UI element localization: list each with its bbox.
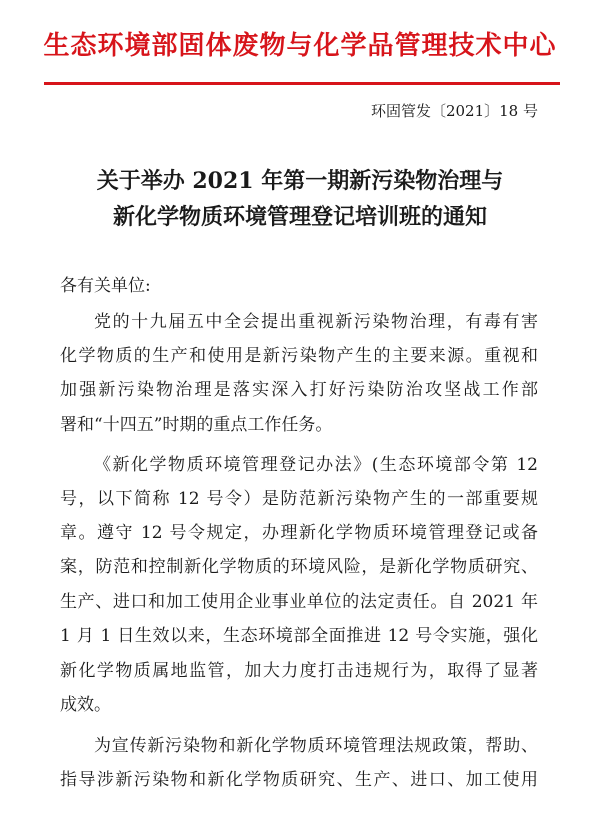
document-number: 环固管发〔2021〕18 号 bbox=[370, 102, 538, 120]
notice-title-line-1: 关于举办 2021 年第一期新污染物治理与 bbox=[96, 168, 504, 194]
body-line: 成效。 bbox=[60, 695, 111, 715]
notice-title-line-2: 新化学物质环境管理登记培训班的通知 bbox=[112, 204, 487, 230]
body-line: 党的十九届五中全会提出重视新污染物治理，有毒有害 bbox=[94, 312, 538, 332]
body-line: 新化学物质属地监管，加大力度打击违规行为，取得了显著 bbox=[60, 661, 538, 681]
issuing-organization-header: 生态环境部固体废物与化学品管理技术中心 bbox=[43, 31, 557, 61]
body-line: 案，防范和控制新化学物质的环境风险，是新化学物质研究、 bbox=[60, 557, 538, 577]
body-line: 为宣传新污染物和新化学物质环境管理法规政策，帮助、 bbox=[94, 736, 538, 756]
body-line: 署和“十四五”时期的重点工作任务。 bbox=[60, 415, 333, 435]
body-line: 生产、进口和加工使用企业事业单位的法定责任。自 2021 年 bbox=[60, 592, 538, 612]
body-line: 化学物质的生产和使用是新污染物产生的主要来源。重视和 bbox=[60, 346, 538, 366]
body-line: 号，以下简称 12 号令）是防范新污染物产生的一部重要规 bbox=[60, 489, 538, 509]
body-line: 《新化学物质环境管理登记办法》(生态环境部令第 12 bbox=[94, 455, 538, 475]
red-header-rule bbox=[44, 82, 560, 85]
body-line: 指导涉新污染物和新化学物质研究、生产、进口、加工使用 bbox=[60, 770, 538, 790]
salutation: 各有关单位: bbox=[60, 276, 151, 296]
body-line: 加强新污染物治理是落实深入打好污染防治攻坚战工作部 bbox=[60, 380, 538, 400]
body-line: 1 月 1 日生效以来，生态环境部全面推进 12 号令实施，强化 bbox=[60, 626, 538, 646]
body-line: 章。遵守 12 号令规定，办理新化学物质环境管理登记或备 bbox=[60, 523, 538, 543]
